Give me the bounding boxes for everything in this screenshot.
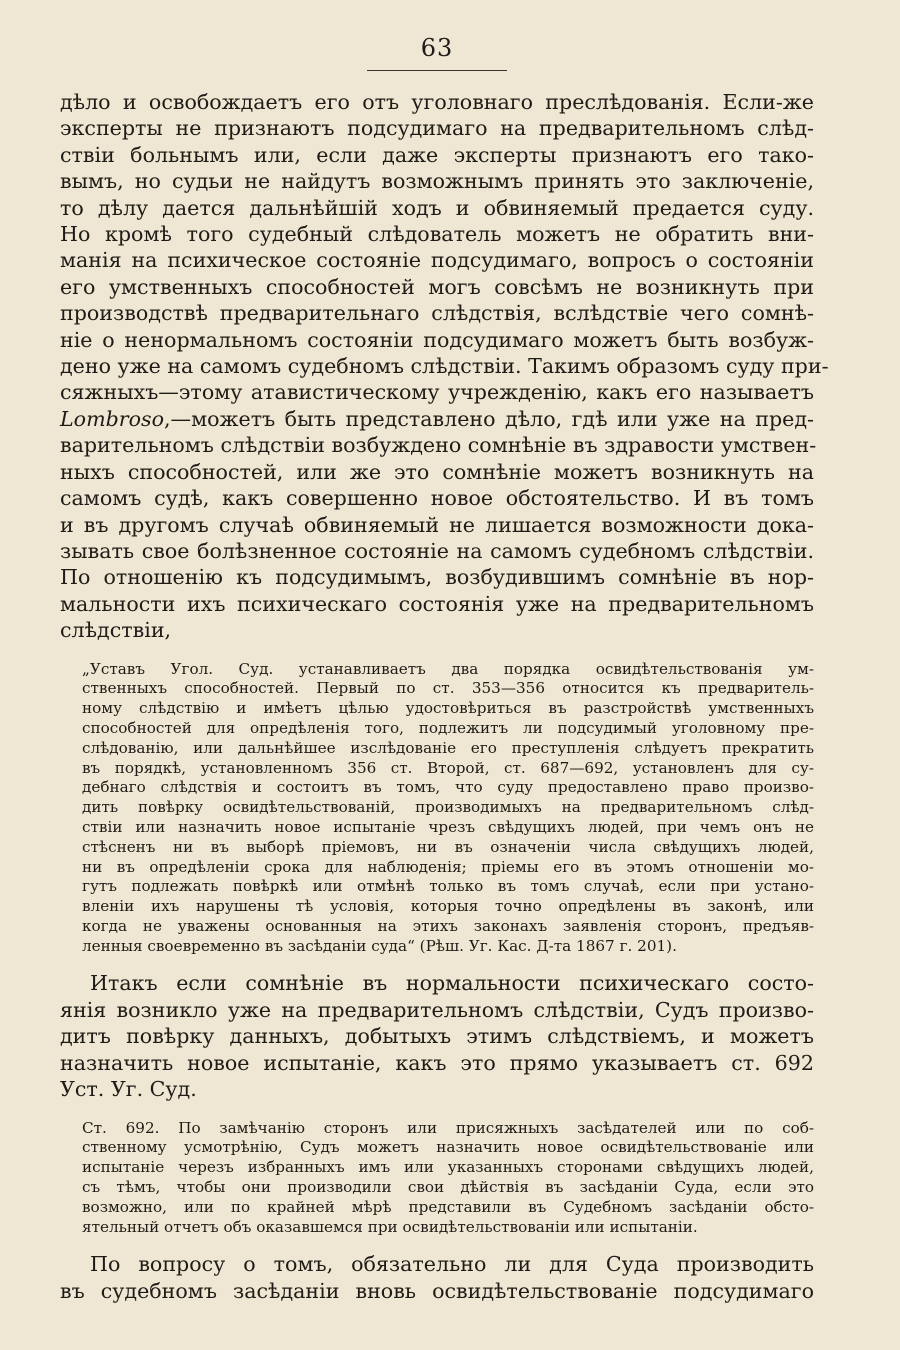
text-line: дебнаго слѣдствія и состоитъ въ томъ, что суду предоставлено право произво- <box>82 778 814 797</box>
body-paragraph-2 <box>60 970 814 1102</box>
text-line: производствѣ предварительнаго слѣдствія, вслѣдствіе чего сомнѣ- <box>60 301 814 326</box>
text-line: ствіи больнымъ или, если даже эксперты признаютъ его тако- <box>60 142 814 167</box>
text-line: ствіи или назначить новое испытаніе чрезъ свѣдущихъ людей, при чемъ онъ не <box>82 817 814 836</box>
text-line: стѣсненъ ни въ выборѣ пріемовъ, ни въ означеніи числа свѣдущихъ людей, <box>82 837 814 856</box>
text-line: гутъ подлежать повѣркѣ или отмѣнѣ только въ томъ случаѣ, если при устано- <box>82 877 814 896</box>
text-line: Итакъ если сомнѣніе въ нормальности психическаго состо- <box>90 971 814 996</box>
page-number: 63 <box>420 34 454 62</box>
text-line: ніе о ненормальномъ состояніи подсудимаго можетъ быть возбуж- <box>60 327 814 352</box>
text-line: возможно, или по крайней мѣрѣ представили въ Судебномъ засѣданіи обсто- <box>82 1197 814 1216</box>
text-line: дить повѣрку освидѣтельствованій, производимыхъ на предварительномъ слѣд- <box>82 798 814 817</box>
text-line: янія возникло уже на предварительномъ слѣдствіи, Судъ произво- <box>60 997 814 1022</box>
text-line: По отношенію къ подсудимымъ, возбудившимъ сомнѣніе въ нор- <box>60 565 814 590</box>
header-rule <box>367 70 507 71</box>
text-line: когда не уважены основанныя на этихъ законахъ заявленія сторонъ, предъяв- <box>82 916 814 935</box>
body-paragraph-3 <box>60 1251 814 1304</box>
text-line: испытаніе черезъ избранныхъ имъ или указанныхъ сторонами свѣдущихъ людей, <box>82 1158 814 1177</box>
text-line: ленныя своевременно въ засѣданіи суда“ (Рѣш. Уг. Кас. Д-та 1867 г. 201). <box>82 936 677 955</box>
text-line: мальности ихъ психическаго состоянія уже на предварительномъ <box>60 591 814 616</box>
author-name-italic: Lombroso <box>60 406 164 431</box>
text-line: Ст. 692. По замѣчанію сторонъ или присяжныхъ засѣдателей или по соб- <box>82 1118 814 1137</box>
footnote-ustav-citation <box>60 660 814 957</box>
text-line: Lombroso,—можетъ быть представлено дѣло, гдѣ или уже на пред- <box>60 406 814 431</box>
text-line: слѣдствіи, <box>60 618 172 643</box>
text-line: эксперты не признаютъ подсудимаго на предварительномъ слѣд- <box>60 116 814 141</box>
text-line: варительномъ слѣдствіи возбуждено сомнѣніе въ здравости умствен- <box>60 433 817 458</box>
text-line: дено уже на самомъ судебномъ слѣдствіи. Такимъ образомъ суду при- <box>60 354 829 379</box>
text-line: то дѣлу дается дальнѣйшій ходъ и обвиняемый предается суду. <box>60 195 814 220</box>
text-line: ному слѣдствію и имѣетъ цѣлью удостовѣриться въ разстройствѣ умственныхъ <box>82 699 814 718</box>
text-line: зывать свое болѣзненное состояніе на самомъ судебномъ слѣдствіи. <box>60 538 814 563</box>
text-line: Уст. Уг. Суд. <box>60 1077 197 1102</box>
text-line: манія на психическое состояніе подсудимаго, вопросъ о состояніи <box>60 248 814 273</box>
text-line: слѣдованію, или дальнѣйшее изслѣдованіе его преступленія слѣдуетъ прекратить <box>82 738 814 757</box>
text-line: въ порядкѣ, установленномъ 356 ст. Второй, ст. 687—692, установленъ для су- <box>82 758 814 777</box>
text-line: ятельный отчетъ объ оказавшемся при освидѣтельствованіи или испытаніи. <box>82 1217 698 1236</box>
text-line: ныхъ способностей, или же это сомнѣніе можетъ возникнуть на <box>60 459 814 484</box>
footnote-article-692 <box>60 1119 814 1238</box>
text-line: „Уставъ Угол. Суд. устанавливаетъ два порядка освидѣтельствованія ум- <box>82 659 814 678</box>
text-line: сяжныхъ—этому атавистическому учрежденію, какъ его называетъ <box>60 380 814 405</box>
text-line: ственному усмотрѣнію, Судъ можетъ назначить новое освидѣтельствованіе или <box>82 1138 814 1157</box>
text-line: назначить новое испытаніе, какъ это прямо указываетъ ст. 692 <box>60 1050 814 1075</box>
text-line: въ судебномъ засѣданіи вновь освидѣтельствованіе подсудимаго <box>60 1278 814 1303</box>
text-line: дѣло и освобождаетъ его отъ уголовнаго преслѣдованія. Если-же <box>60 90 814 114</box>
text-line: Но кромѣ того судебный слѣдователь можетъ не обратить вни- <box>60 222 814 247</box>
text-line: ни въ опредѣленіи срока для наблюденія; пріемы его въ этомъ отношеніи мо- <box>82 857 814 876</box>
text-line: съ тѣмъ, чтобы они производили свои дѣйствія въ засѣданіи Суда, если это <box>82 1177 814 1196</box>
text-line: ственныхъ способностей. Первый по ст. 353—356 относится къ предваритель- <box>82 679 814 698</box>
text-line: дитъ повѣрку данныхъ, добытыхъ этимъ слѣдствіемъ, и можетъ <box>60 1024 814 1049</box>
text-line: вленіи ихъ нарушены тѣ условія, которыя точно опредѣлены въ законѣ, или <box>82 897 814 916</box>
text-line: его умственныхъ способностей могъ совсѣмъ не возникнуть при <box>60 274 814 299</box>
text-line: и въ другомъ случаѣ обвиняемый не лишается возможности дока- <box>60 512 814 537</box>
text-line: способностей для опредѣленія того, подлежитъ ли подсудимый уголовному пре- <box>82 718 814 737</box>
text-line: самомъ судѣ, какъ совершенно новое обстоятельство. И въ томъ <box>60 486 814 511</box>
text-line: вымъ, но судьи не найдутъ возможнымъ принять это заключеніе, <box>60 169 814 194</box>
text-line: По вопросу о томъ, обязательно ли для Суда производить <box>90 1252 814 1277</box>
body-paragraph-1 <box>60 89 829 644</box>
